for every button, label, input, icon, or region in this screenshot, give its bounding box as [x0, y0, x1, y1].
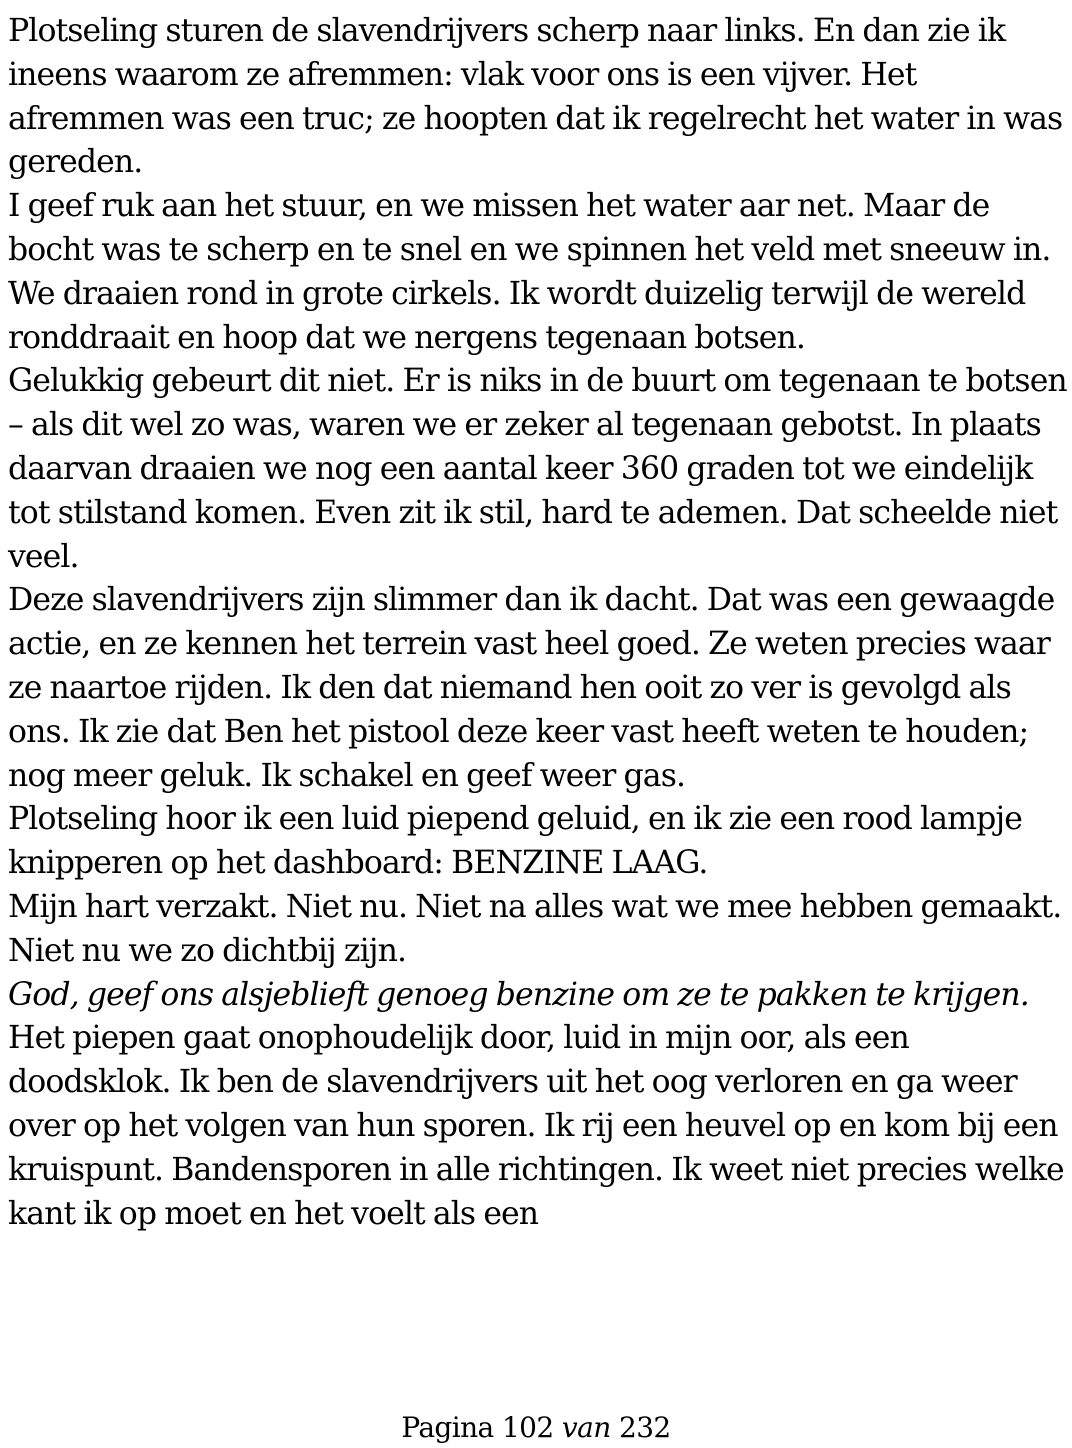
current-page-number: 102	[501, 1411, 554, 1444]
page-text	[8, 10, 1068, 1236]
paragraph: Mijn hart verzakt. Niet nu. Niet na alles wat we mee hebben gemaakt. Niet nu we zo dichtbij zijn.	[8, 888, 1062, 969]
paragraph: Deze slavendrijvers zijn slimmer dan ik dacht. Dat was een gewaagde actie, en ze kennen het terrein vast heel goed. Ze weten precies waar ze naartoe rijden. Ik den dat niemand hen ooit zo ver is gevolgd als ons. Ik zie dat Ben het pistool deze keer vast heeft weten te houden; nog meer geluk. Ik schakel en geef weer gas.	[8, 582, 1055, 794]
paragraph: I geef ruk aan het stuur, en we missen het water aar net. Maar de bocht was te scherp en te snel en we spinnen het veld met sneeuw in. We draaien rond in grote cirkels. Ik wordt duizelig terwijl de wereld ronddraait en hoop dat we nergens tegenaan botsen.	[8, 188, 1051, 356]
page-number-footer	[0, 1410, 1072, 1446]
page-separator: van	[561, 1411, 611, 1444]
paragraph: Plotseling hoor ik een luid piepend geluid, en ik zie een rood lampje knipperen op het dashboard: BENZINE LAAG.	[8, 801, 1022, 882]
paragraph: Plotseling sturen de slavendrijvers scherp naar links. En dan zie ik ineens waarom ze afremmen: vlak voor ons is een vijver. Het afremmen was een truc; ze hoopten dat ik regelrecht het water in was gereden.	[8, 13, 1063, 181]
page-label: Pagina	[401, 1411, 494, 1444]
italic-paragraph: God, geef ons alsjeblieft genoeg benzine om ze te pakken te krijgen.	[8, 976, 1029, 1013]
total-pages-number: 232	[618, 1411, 671, 1444]
paragraph: Gelukkig gebeurt dit niet. Er is niks in de buurt om tegenaan te botsen – als dit wel zo was, waren we er zeker al tegenaan gebotst. In plaats daarvan draaien we nog een aantal keer 360 graden tot we eindelijk tot stilstand komen. Even zit ik stil, hard te ademen. Dat scheelde niet veel.	[8, 363, 1067, 575]
paragraph: Het piepen gaat onophoudelijk door, luid in mijn oor, als een doodsklok. Ik ben de slavendrijvers uit het oog verloren en ga weer over op het volgen van hun sporen. Ik rij een heuvel op en kom bij een kruispunt. Bandensporen in alle richtingen. Ik weet niet precies welke kant ik op moet en het voelt als een	[8, 1020, 1064, 1232]
